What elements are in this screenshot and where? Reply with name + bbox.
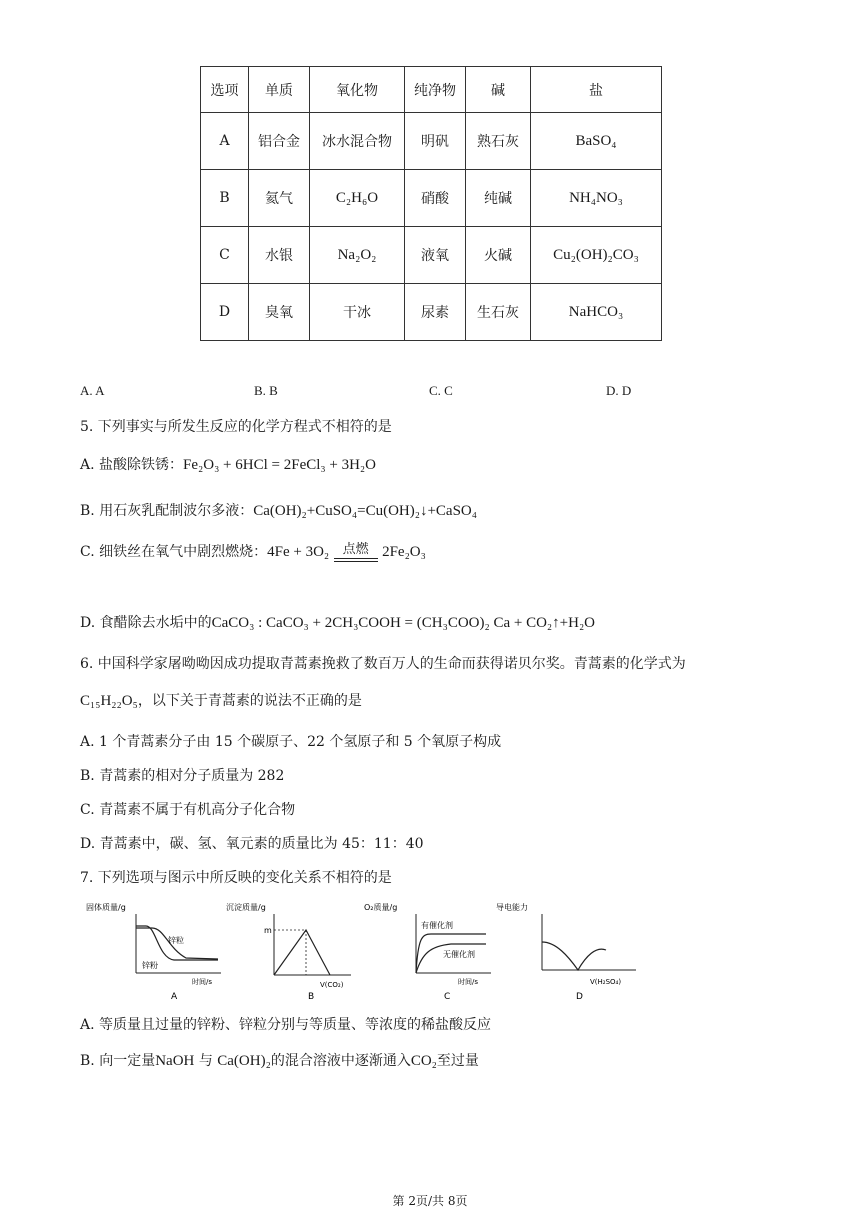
q5-c-text: C. 细铁丝在氧气中剧烈燃烧： [80, 544, 268, 560]
chart-d-xlabel: V(H₂SO₄) [590, 978, 622, 986]
table-cell: 水银 [249, 227, 310, 284]
table-cell: 熟石灰 [466, 113, 531, 170]
q6-stem-tail: ，以下关于青蒿素的说法不正确的是 [137, 693, 362, 709]
reaction-condition [334, 543, 378, 562]
chart-d-ylabel: 导电能力 [496, 903, 528, 912]
chart-b-m-label: m [264, 926, 272, 935]
q7-b-post: 至过量 [436, 1053, 479, 1069]
q6-option-c: C. 青蒿素不属于有机高分子化合物 [80, 802, 296, 818]
table-header-row [201, 67, 662, 113]
chart-b-tag: B [308, 992, 315, 1002]
table-header: 氧化物 [310, 67, 405, 113]
table-cell: 火碱 [466, 227, 531, 284]
q6-option-b: B. 青蒿素的相对分子质量为 282 [80, 768, 285, 784]
table-cell: NH₄NO₃ [531, 170, 662, 227]
chart-b-curve [274, 930, 330, 975]
chart-c-label-no-catalyst: 无催化剂 [443, 950, 475, 959]
table-header: 碱 [466, 67, 531, 113]
table-row [201, 113, 662, 170]
table-cell: 明矾 [405, 113, 466, 170]
table-cell: BaSO₄ [531, 113, 662, 170]
table-cell: C [201, 227, 249, 284]
chart-d-tag: D [576, 992, 583, 1002]
table-cell: 干冰 [310, 284, 405, 341]
q6-option-d: D. 青蒿素中，碳、氢、氧元素的质量比为 45：11：40 [80, 836, 424, 852]
table-cell: 纯碱 [466, 170, 531, 227]
q5-b-equation: Ca(OH)₂+CuSO₄=Cu(OH)₂↓+CaSO₄ [253, 503, 477, 519]
q7-b-caoh: Ca(OH)₂ [217, 1053, 271, 1069]
q5-b-text: B. 用石灰乳配制波尔多液： [80, 503, 254, 519]
q5-c-left: 4Fe + 3O₂ [267, 544, 330, 560]
table-cell: NaHCO₃ [531, 284, 662, 341]
q5-option-b [80, 500, 477, 520]
table-cell: A [201, 113, 249, 170]
q7-graphs [86, 898, 646, 1003]
classification-table [200, 66, 662, 341]
chart-a-label-granule: 锌粒 [168, 936, 184, 945]
page-footer: 第 2页/共 8页 [392, 1194, 468, 1208]
chart-c-xlabel: 时间/s [458, 978, 479, 986]
table-cell: 硝酸 [405, 170, 466, 227]
chart-a [86, 902, 221, 1002]
table-cell: D [201, 284, 249, 341]
chart-b [226, 902, 351, 1002]
chart-c [364, 902, 491, 1002]
q6-option-a: A. 1 个青蒿素分子由 15 个碳原子、22 个氢原子和 5 个氧原子构成 [80, 734, 502, 750]
q7-b-mid2: 的混合溶液中逐渐通入 [270, 1053, 411, 1069]
table-row [201, 170, 662, 227]
q5-a-equation: Fe₂O₃ + 6HCl = 2FeCl₃ + 3H₂O [183, 457, 376, 473]
table-cell: Na₂O₂ [310, 227, 405, 284]
table-cell: 冰水混合物 [310, 113, 405, 170]
chart-b-xlabel: V(CO₂) [320, 981, 344, 989]
q5-option-c [80, 541, 426, 562]
q4-option-b: B. B [254, 383, 278, 398]
chart-a-xlabel: 时间/s [192, 978, 213, 986]
chart-a-tag: A [171, 992, 178, 1002]
q5-option-d [80, 612, 595, 632]
table-header: 纯净物 [405, 67, 466, 113]
table-cell: B [201, 170, 249, 227]
table-row [201, 284, 662, 341]
q6-formula: C₁₅H₂₂O₅ [80, 693, 138, 709]
q5-option-a [80, 454, 376, 474]
table-cell: 氦气 [249, 170, 310, 227]
table-cell: C₂H₆O [310, 170, 405, 227]
table-cell: 生石灰 [466, 284, 531, 341]
q7-b-co2: CO₂ [410, 1053, 437, 1069]
q5-d-equation: CaCO₃ : CaCO₃ + 2CH₃COOH = (CH₃COO)₂ Ca + CO₂↑+H₂O [211, 615, 596, 631]
q4-option-d: D. D [606, 383, 632, 398]
q5-c-right: 2Fe₂O₃ [382, 544, 426, 560]
q7-b-naoh: NaOH [155, 1053, 195, 1069]
table-row [201, 227, 662, 284]
q5-a-text: A. 盐酸除铁锈： [80, 457, 184, 473]
chart-c-label-catalyst: 有催化剂 [421, 921, 453, 930]
table-cell: 液氧 [405, 227, 466, 284]
table-cell: 铝合金 [249, 113, 310, 170]
table-cell: Cu₂(OH)₂CO₃ [531, 227, 662, 284]
chart-d [496, 902, 636, 1002]
equals-bar [334, 558, 378, 562]
table-header: 单质 [249, 67, 310, 113]
q5-d-text: D. 食醋除去水垢中的 [80, 615, 212, 631]
chart-b-ylabel: 沉淀质量/g [226, 903, 266, 912]
q4-option-a: A. A [80, 383, 105, 398]
q4-option-c: C. C [429, 383, 453, 398]
condition-label: 点燃 [342, 541, 369, 557]
chart-a-label-powder: 锌粉 [142, 961, 158, 970]
chart-d-curve [542, 942, 606, 970]
q7-option-a: A. 等质量且过量的锌粉、锌粒分别与等质量、等浓度的稀盐酸反应 [80, 1017, 492, 1033]
chart-c-tag: C [444, 992, 451, 1002]
q7-b-pre: B. 向一定量 [80, 1053, 156, 1069]
table-cell: 尿素 [405, 284, 466, 341]
chart-c-ylabel: O₂质量/g [364, 903, 398, 912]
q5-stem: 5. 下列事实与所发生反应的化学方程式不相符的是 [80, 419, 392, 435]
table-header: 选项 [201, 67, 249, 113]
table-header: 盐 [531, 67, 662, 113]
chart-a-ylabel: 固体质量/g [86, 903, 126, 912]
q6-stem: 6. 中国科学家屠呦呦因成功提取青蒿素挽救了数百万人的生命而获得诺贝尔奖。青蒿素的化学式为 [80, 656, 686, 672]
q7-b-mid: 与 [198, 1053, 213, 1069]
q7-option-b [80, 1050, 479, 1070]
q6-stem-2 [80, 690, 362, 710]
table-cell: 臭氧 [249, 284, 310, 341]
q7-stem: 7. 下列选项与图示中所反映的变化关系不相符的是 [80, 870, 392, 886]
